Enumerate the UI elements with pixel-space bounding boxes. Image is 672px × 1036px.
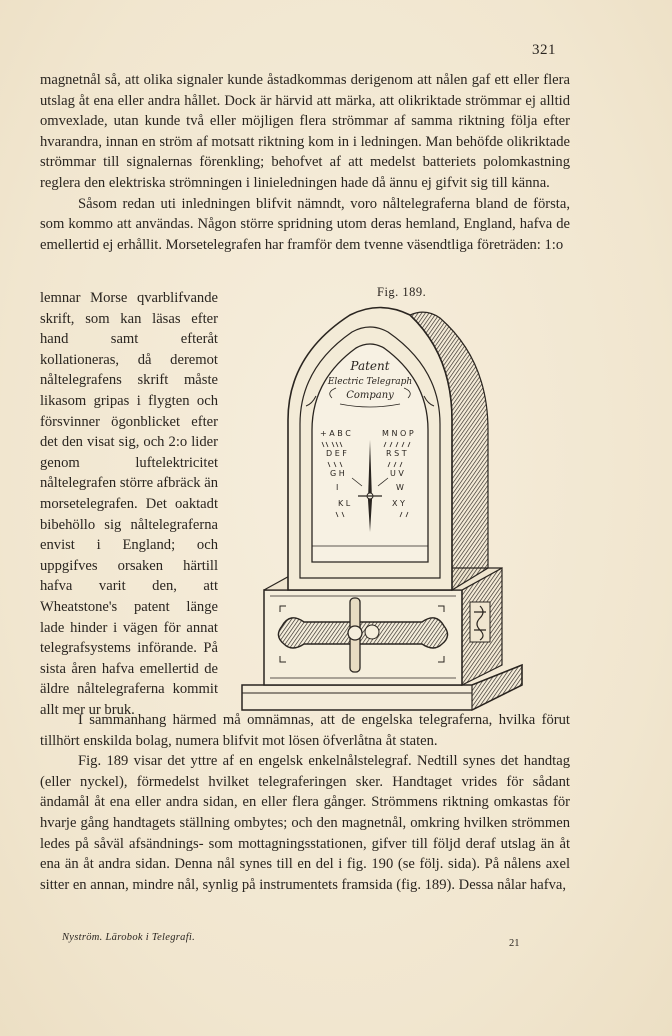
- dial-letters-right-3: U V: [390, 469, 404, 478]
- dial-letters-right-5: X Y: [392, 499, 405, 508]
- dial-letters-right-2: R S T: [386, 449, 407, 458]
- footer-signature-number: 21: [509, 938, 520, 949]
- dial-letters-right-1: M N O P: [382, 429, 414, 438]
- figure-caption: Fig. 189.: [377, 285, 427, 299]
- telegraph-illustration: [240, 300, 555, 725]
- top-text-block: [40, 70, 570, 255]
- paragraph-column: lemnar Morse qvarblifvande skrift, som kan läsas efter hand samt efteråt kollationeras, då deremot nåltelegrafens skrift måste likasom gripas i flygten och försvinner ögonblicket efter det den visat sig, och 2:o lider genom luftelektricitet nåltelegrafen större afbräck än morsetelegrafen. Det oaktadt bibehöllo sig nåltelegraferna envist i England; och uppgifves orsaken härtill hafva varit den, att Wheatstone's patent länge lade hinder i vägen för annat telegrafsystems införande. På sista åren hafva emellertid de äldre nåltelegraferna kommit allt mer ur bruk.: [40, 290, 218, 718]
- dial-text-company: Company: [346, 390, 394, 401]
- bottom-text-block: [40, 710, 570, 895]
- dial-letters-left-5: K L: [338, 499, 351, 508]
- paragraph-english-telegraphs: I sammanhang härmed må omnämnas, att de engelska telegraferna, hvilka förut tillhört enskilda bolag, numera blifvit mot lösen öfverlåtna åt staten.: [40, 712, 570, 749]
- dial-letters-left-3: G H: [330, 469, 345, 478]
- dial-letters-right-4: W: [396, 483, 404, 492]
- dial-text-patent: Patent: [350, 359, 390, 373]
- dial-letters-left-1: + A B C: [320, 429, 351, 438]
- dial-letters-left-2: D E F: [326, 449, 347, 458]
- dial-letters-left-4: I: [336, 483, 339, 492]
- paragraph-morse-comparison: Såsom redan uti inledningen blifvit nämndt, voro nåltelegraferna bland de första, som kommo att användas. Någon större spridning utom deras hemland, England, hafva de emellertid ej erhållit. Morsetelegrafen har framför dem tvenne väsendtliga företräden: 1:o: [40, 195, 570, 253]
- left-column-text: [40, 288, 218, 720]
- paragraph-continued: magnetnål så, att olika signaler kunde åstadkommas derigenom att nålen gaf ett eller flera utslag åt ena eller andra hållet. Dock är härvid att märka, att olikriktade strömmar ej alltid omvexlade, utan kunde två eller möjligen flera strömmar af samma riktning följa efter hvarandra, innan en ström af motsatt riktning kom in i ledningen. Man behöfde olikriktade strömmar till signalernas förenkling; behofvet af att medelst batteriets polomkastning reglera den elektriska strömningen i linieledningen hade då ännu ej gifvit sig till känna.: [40, 72, 570, 191]
- paragraph-fig-189: Fig. 189 visar det yttre af en engelsk enkelnålstelegraf. Nedtill synes det handtag (eller nyckel), förmedelst hvilket telegraferingen sker. Handtaget vrides för sådant ändamål åt ena eller andra sidan, en eller flera gånger. Strömmens riktning omkastas för hvarje gång handtagets ställning ombytes; och den magnetnål, omkring hvilken strömmen ledes på såväl afsändnings- som mottagningsstationen, gifver till följd deraf utslag än åt ena än åt andra sidan. Denna nål synes till en del i fig. 190 (se följ. sida). På nålens axel sitter en annan, mindre nål, synlig på instrumentets framsida (fig. 189). Dessa nålar hafva,: [40, 753, 570, 893]
- dial-text-company-name: Electric Telegraph: [327, 377, 413, 387]
- footer-book-title: Nyström. Lärobok i Telegrafi.: [62, 932, 196, 943]
- page-number: 321: [532, 42, 556, 58]
